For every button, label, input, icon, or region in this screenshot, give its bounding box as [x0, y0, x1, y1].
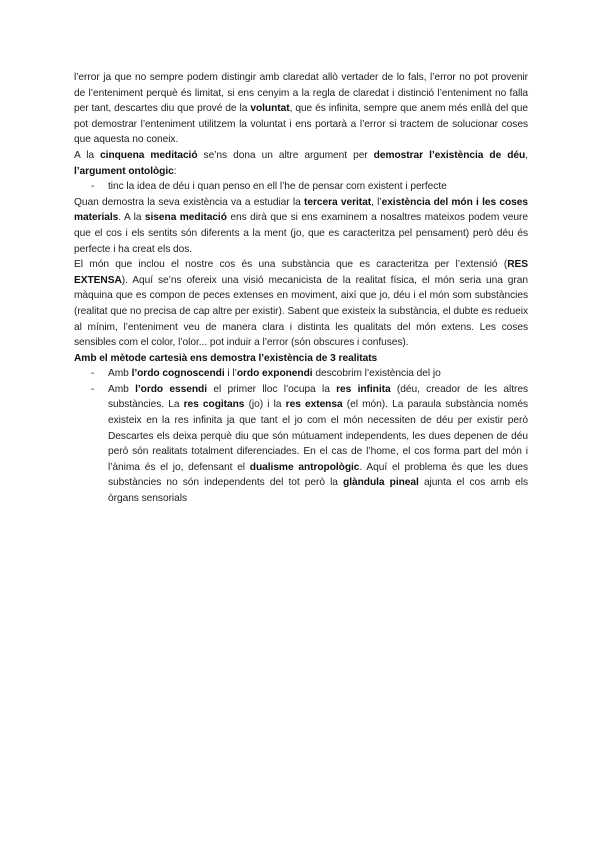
- text-span: :: [173, 165, 177, 177]
- text-span: Quan demostra la seva existència va a estudiar la: [74, 196, 304, 208]
- paragraph-error-voluntat: [74, 70, 528, 148]
- bold-term: glàndula pineal: [343, 477, 419, 489]
- text-span: (déu, creador de les altres substàncies. La: [108, 383, 529, 411]
- list-item: [74, 179, 528, 195]
- list-item: [74, 366, 528, 382]
- bold-term: ordo exponendi: [236, 368, 313, 380]
- bold-term: res infinita: [336, 383, 391, 395]
- text-span: i l’: [224, 368, 237, 380]
- document-body: [74, 70, 528, 507]
- dash-bullet: -: [91, 181, 95, 193]
- text-span: , l’: [371, 196, 382, 208]
- bullet-list-ontologic: [74, 179, 528, 195]
- text-span: se’ns dona un altre argument per: [197, 149, 374, 161]
- bold-term: l’ordo cognoscendi: [131, 368, 225, 380]
- bold-term: existència del món i les coses materials: [74, 196, 528, 224]
- text-span: ). Aquí se’ns ofereix una visió mecanicista de la realitat física, el món seria una gran màquina que es compon de peces extenses en moviment, així que jo, déu i el món som substàncies (realitat que no precisa de cap altre per existir). Sabent que existeix la substància, el dubte es redueix al mínim, l’enteniment veu de manera clara i distinta les qualitats del món extens. Les coses sensibles com el color, l’olor... pot induir a l’error (són obscures i confuses).: [74, 274, 528, 349]
- text-span: ,: [525, 149, 528, 161]
- text-span: Amb: [108, 383, 136, 395]
- dash-bullet: -: [91, 368, 95, 380]
- bold-term: sisena meditació: [144, 212, 227, 224]
- paragraph-res-extensa: [74, 257, 528, 351]
- bold-term: dualisme antropològic: [249, 461, 360, 473]
- text-span: Amb: [108, 368, 132, 380]
- bold-term: cinquena meditació: [100, 149, 198, 161]
- bold-term: res cogitans: [183, 399, 245, 411]
- paragraph-cinquena-meditacio: [74, 148, 528, 179]
- section-heading: Amb el mètode cartesià ens demostra l’existència de 3 realitats: [74, 352, 378, 364]
- paragraph-tercera-veritat: [74, 195, 528, 257]
- bold-term: RES EXTENSA: [74, 259, 528, 286]
- bold-term: l’argument ontològic: [74, 165, 174, 177]
- text-span: l’error ja que no sempre podem distingir amb claredat allò vertader de lo fals, l’error no pot provenir de l’enteniment perquè és limitat, si ens cenyim a la regla de claredat i distinció l’enteniment no falla per tant, descartes diu que prové de la: [74, 72, 528, 115]
- text-span: ajunta el cos amb els òrgans sensorials: [108, 477, 529, 505]
- text-span: El món que inclou el nostre cos és una substància que es caracteritza per l’extensió (: [74, 259, 508, 271]
- text-span: . Aquí el problema és que les dues substàncies no són independents del tot però la: [108, 461, 528, 489]
- text-span: (el món). La paraula substància només existeix en la res infinita ja que tant el jo com el món necessiten de déu per existir però Descartes els deixa perquè diu que són mútuament independents, les dues depenen de déu però són realitats totalment diferenciades. En el cas de l’home, el cos forma part del món i l’ànima és el jo, defensant el: [108, 399, 528, 473]
- text-span: tinc la idea de déu i quan penso en ell l’he de pensar com existent i perfecte: [108, 181, 447, 193]
- text-span: ens dirà que si ens examinem a nosaltres mateixos podem veure que el cos i els sentits són diferents a la ment (jo, que es caracteritza pel pensament) però déu és perfecte i ha creat els dos.: [74, 212, 528, 255]
- text-span: el primer lloc l’ocupa la: [207, 383, 337, 395]
- list-item: [74, 382, 528, 507]
- bold-term: tercera veritat: [303, 196, 372, 208]
- bullet-list-realitats: [74, 366, 528, 506]
- text-span: . A la: [118, 212, 145, 224]
- bold-term: demostrar l’existència de déu: [373, 149, 526, 161]
- dash-bullet: -: [91, 383, 95, 395]
- text-span: , que és infinita, sempre que anem més enllà del que pot demostrar l’enteniment utilitzem la voluntat i ens portarà a l’error si tractem de solucionar coses que aquesta no coneix.: [74, 103, 528, 146]
- text-span: descobrim l’existència del jo: [312, 368, 441, 380]
- bold-term: l’ordo essendi: [135, 383, 208, 395]
- bold-term: voluntat: [250, 103, 290, 115]
- text-span: (jo) i la: [244, 399, 286, 411]
- bold-term: res extensa: [285, 399, 343, 411]
- text-span: A la: [74, 149, 101, 161]
